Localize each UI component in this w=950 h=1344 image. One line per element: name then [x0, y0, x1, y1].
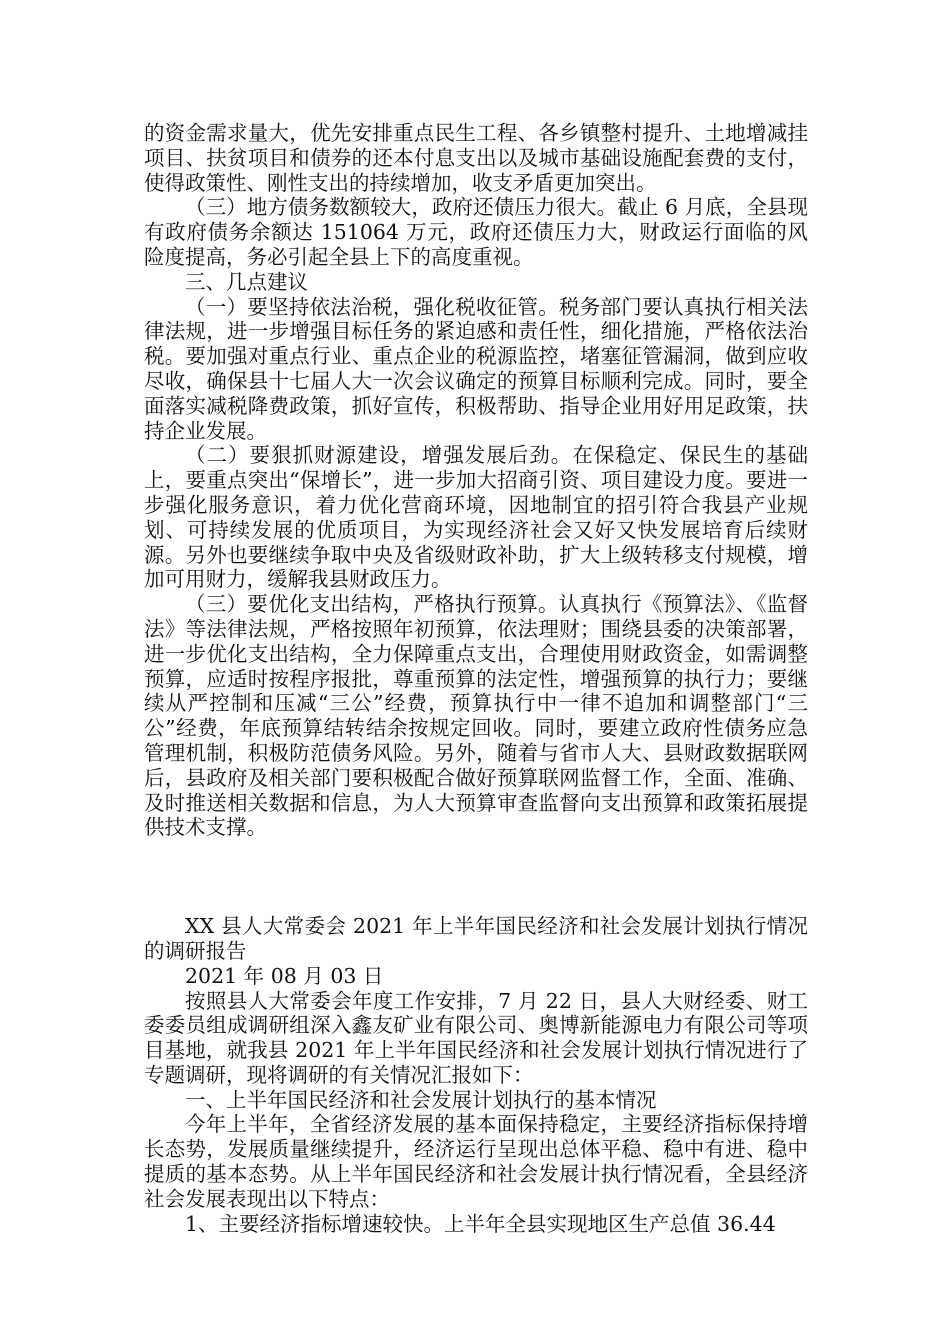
- heading-suggestions: 三、几点建议: [185, 269, 308, 294]
- section-spacer: [144, 840, 808, 914]
- paragraph-funding-demand: 的资金需求量大，优先安排重点民生工程、各乡镇整村提升、土地增减挂项目、扶贫项目和债券的还本付息支出以及城市基础设施配套费的支付，使得政策性、刚性支出的持续增加，收支矛盾更加突出。: [144, 121, 808, 195]
- document-page: [144, 121, 808, 1236]
- heading-basic-situation: 一、上半年国民经济和社会发展计划执行的基本情况: [185, 1087, 657, 1112]
- report-title: XX 县人大常委会 2021 年上半年国民经济和社会发展计划执行情况的调研报告: [144, 914, 808, 963]
- paragraph-report-intro: 按照县人大常委会年度工作安排，7 月 22 日，县人大财经委、财工委委员组成调研组深入鑫友矿业有限公司、奥博新能源电力有限公司等项目基地，就我县 2021 年上半年国民经济和社会发展计划执行情况进行了专题调研，现将调研的有关情况汇报如下：: [144, 988, 808, 1087]
- paragraph-key-indicators: 1、主要经济指标增速较快。上半年全县实现地区生产总值 36.44: [185, 1211, 776, 1236]
- paragraph-suggestion-budget: （三）要优化支出结构，严格执行预算。认真执行《预算法》、《监督法》等法律法规，严格按照年初预算，依法理财；围绕县委的决策部署，进一步优化支出结构，全力保障重点支出，合理使用财政资金，如需调整预算，应适时按程序报批，尊重预算的法定性，增强预算的执行力；要继续从严控制和压减“三公”经费，预算执行中一律不追加和调整部门“三公”经费，年底预算结转结余按规定回收。同时，要建立政府性债务应急管理机制，积极防范债务风险。另外，随着与省市人大、县财政数据联网后，县政府及相关部门要积极配合做好预算联网监督工作，全面、准确、及时推送相关数据和信息，为人大预算审查监督向支出预算和政策拓展提供技术支撑。: [144, 592, 808, 840]
- report-date: 2021 年 08 月 03 日: [185, 963, 384, 988]
- paragraph-economic-overview: 今年上半年，全省经济发展的基本面保持稳定，主要经济指标保持增长态势，发展质量继续提升，经济运行呈现出总体平稳、稳中有进、稳中提质的基本态势。从上半年国民经济和社会发展计执行情况看，全县经济社会发展表现出以下特点：: [144, 1112, 808, 1211]
- paragraph-suggestion-tax: （一）要坚持依法治税，强化税收征管。税务部门要认真执行相关法律法规，进一步增强目标任务的紧迫感和责任性，细化措施，严格依法治税。要加强对重点行业、重点企业的税源监控，堵塞征管漏洞，做到应收尽收，确保县十七届人大一次会议确定的预算目标顺利完成。同时，要全面落实减税降费政策，抓好宣传，积极帮助、指导企业用好用足政策，扶持企业发展。: [144, 294, 808, 443]
- paragraph-suggestion-revenue: （二）要狠抓财源建设，增强发展后劲。在保稳定、保民生的基础上，要重点突出“保增长”，进一步加大招商引资、项目建设力度。要进一步强化服务意识，着力优化营商环境，因地制宜的招引符合我县产业规划、可持续发展的优质项目，为实现经济社会又好又快发展培育后续财源。另外也要继续争取中央及省级财政补助，扩大上级转移支付规模，增加可用财力，缓解我县财政压力。: [144, 443, 808, 592]
- paragraph-local-debt: （三）地方债务数额较大，政府还债压力很大。截止 6 月底，全县现有政府债务余额达 151064 万元，政府还债压力大，财政运行面临的风险度提高，务必引起全县上下的高度重视。: [144, 195, 808, 269]
